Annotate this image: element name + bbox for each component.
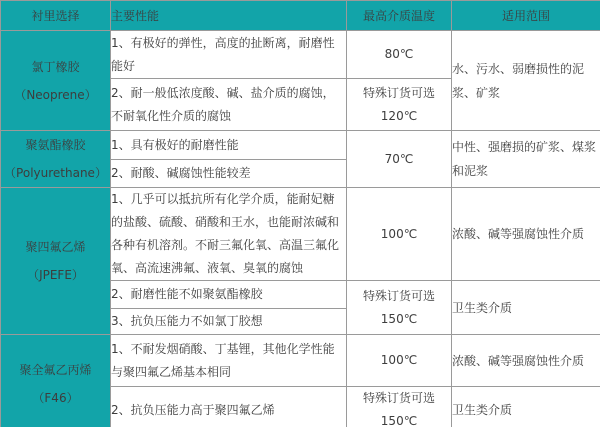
performance-item: 2、耐一般低浓度酸、碱、盐介质的腐蚀，不耐氧化性介质的腐蚀 xyxy=(111,79,347,131)
temp-note: 特殊订货可选 xyxy=(362,391,435,405)
table-row xyxy=(1,131,600,160)
material-name-en: （JPEFE） xyxy=(27,268,84,282)
material-name-cn: 氯丁橡胶 xyxy=(31,59,80,74)
temp-cell xyxy=(347,387,452,427)
table-row xyxy=(1,335,600,387)
application-cell: 中性、强磨损的矿浆、煤浆和泥浆 xyxy=(452,131,600,188)
temp-cell: 70℃ xyxy=(347,131,452,188)
header-max-temp: 最高介质温度 xyxy=(347,1,452,31)
header-row xyxy=(1,1,600,31)
table-row xyxy=(1,31,600,79)
header-application: 适用范围 xyxy=(452,1,600,31)
performance-item: 3、抗负压能力不如氯丁胶想 xyxy=(111,309,347,335)
temp-value: 150℃ xyxy=(380,311,418,326)
temp-note: 特殊订货可选 xyxy=(362,85,435,100)
material-f46 xyxy=(1,335,111,427)
temp-cell: 100℃ xyxy=(347,188,452,281)
application-cell: 浓酸、碱等强腐蚀性介质 xyxy=(452,335,600,387)
temp-cell xyxy=(347,281,452,335)
material-name-cn: 聚全氟乙丙烯 xyxy=(19,363,92,377)
material-name-cn: 聚氨酯橡胶 xyxy=(25,138,86,152)
temp-cell xyxy=(347,79,452,131)
application-cell: 卫生类介质 xyxy=(452,281,600,335)
material-name-en: （F46） xyxy=(32,391,79,405)
material-name-cn: 聚四氟乙烯 xyxy=(25,240,86,254)
table-row xyxy=(1,188,600,281)
temp-cell: 80℃ xyxy=(347,31,452,79)
performance-item: 2、抗负压能力高于聚四氟乙烯 xyxy=(111,387,347,427)
application-cell: 水、污水、弱磨损性的泥浆、矿浆 xyxy=(452,31,600,131)
header-lining: 衬里选择 xyxy=(1,1,111,31)
performance-item: 1、有极好的弹性，高度的扯断离，耐磨性能好 xyxy=(111,31,347,79)
temp-cell: 100℃ xyxy=(347,335,452,387)
material-name-en: （Polyurethane） xyxy=(4,166,107,180)
temp-value: 120℃ xyxy=(380,108,418,123)
application-cell: 卫生类介质 xyxy=(452,387,600,427)
performance-item: 1、不耐发烟硝酸、丁基锂，其他化学性能与聚四氟乙烯基本相同 xyxy=(111,335,347,387)
header-performance: 主要性能 xyxy=(111,1,347,31)
material-ptfe xyxy=(1,188,111,335)
material-neoprene xyxy=(1,31,111,131)
temp-note: 特殊订货可选 xyxy=(362,288,435,303)
performance-item: 2、耐磨性能不如聚氨酯橡胶 xyxy=(111,281,347,309)
application-cell: 浓酸、碱等强腐蚀性介质 xyxy=(452,188,600,281)
temp-value: 150℃ xyxy=(380,414,418,427)
performance-item: 2、耐酸、碱腐蚀性能较差 xyxy=(111,160,347,188)
performance-item: 1、具有极好的耐磨性能 xyxy=(111,131,347,160)
material-polyurethane xyxy=(1,131,111,188)
material-name-en: （Neoprene） xyxy=(14,87,97,102)
performance-item: 1、几乎可以抵抗所有化学介质，能耐妃糖的盐酸、硫酸、硝酸和王水，也能耐浓碱和各种有机溶剂。不耐三氟化氧、高温三氟化氧、高流速沸氟、液氧、臭氧的腐蚀 xyxy=(111,188,347,281)
